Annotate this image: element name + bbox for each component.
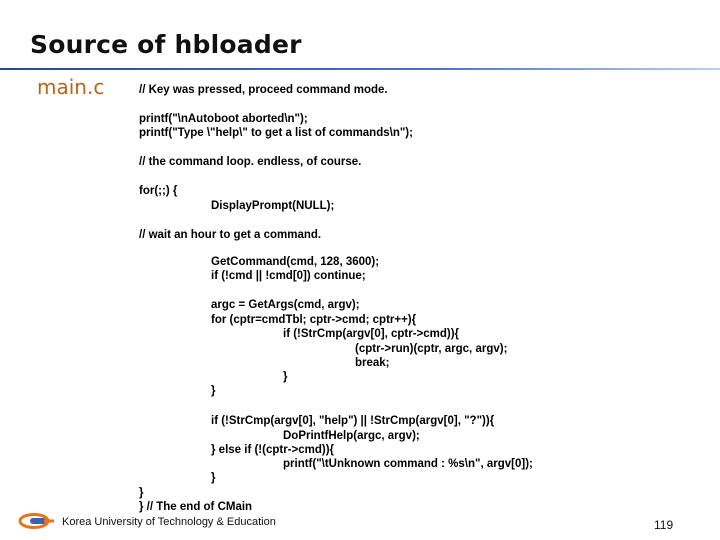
slide-title: Source of hbloader (30, 30, 302, 59)
code-line: } // The end of CMain (139, 501, 253, 513)
page-number: 119 (654, 518, 674, 532)
code-line: break; (355, 357, 390, 369)
university-logo-icon (18, 513, 56, 529)
code-line: if (!cmd || !cmd[0]) continue; (211, 270, 366, 282)
code-line: printf("Type \"help\" to get a list of commands\n"); (139, 127, 413, 139)
code-line: if (!StrCmp(argv[0], "help") || !StrCmp(argv[0], "?")){ (211, 415, 495, 427)
code-line: GetCommand(cmd, 128, 3600); (211, 256, 380, 268)
code-line: } (139, 487, 144, 499)
code-line: if (!StrCmp(argv[0], cptr->cmd)){ (283, 328, 460, 340)
code-line: // Key was pressed, proceed command mode. (139, 84, 388, 96)
code-line: printf("\nAutoboot aborted\n"); (139, 113, 308, 125)
code-line: } (283, 371, 288, 383)
code-line: argc = GetArgs(cmd, argv); (211, 299, 360, 311)
code-line: DoPrintfHelp(argc, argv); (283, 430, 420, 442)
code-line: } (211, 385, 216, 397)
code-line: for (cptr=cmdTbl; cptr->cmd; cptr++){ (211, 314, 417, 326)
footer-org: Korea University of Technology & Education (62, 516, 276, 528)
code-line: printf("\tUnknown command : %s\n", argv[0]); (283, 458, 533, 470)
code-line: // wait an hour to get a command. (139, 229, 322, 241)
code-line: DisplayPrompt(NULL); (211, 200, 335, 212)
code-line: for(;;) { (139, 185, 178, 197)
code-line: } else if (!(cptr->cmd)){ (211, 444, 335, 456)
code-line: } (211, 472, 216, 484)
code-line: (cptr->run)(cptr, argc, argv); (355, 343, 508, 355)
code-line: // the command loop. endless, of course. (139, 156, 362, 168)
title-underline (0, 68, 720, 70)
slide-subtitle: main.c (37, 75, 105, 99)
